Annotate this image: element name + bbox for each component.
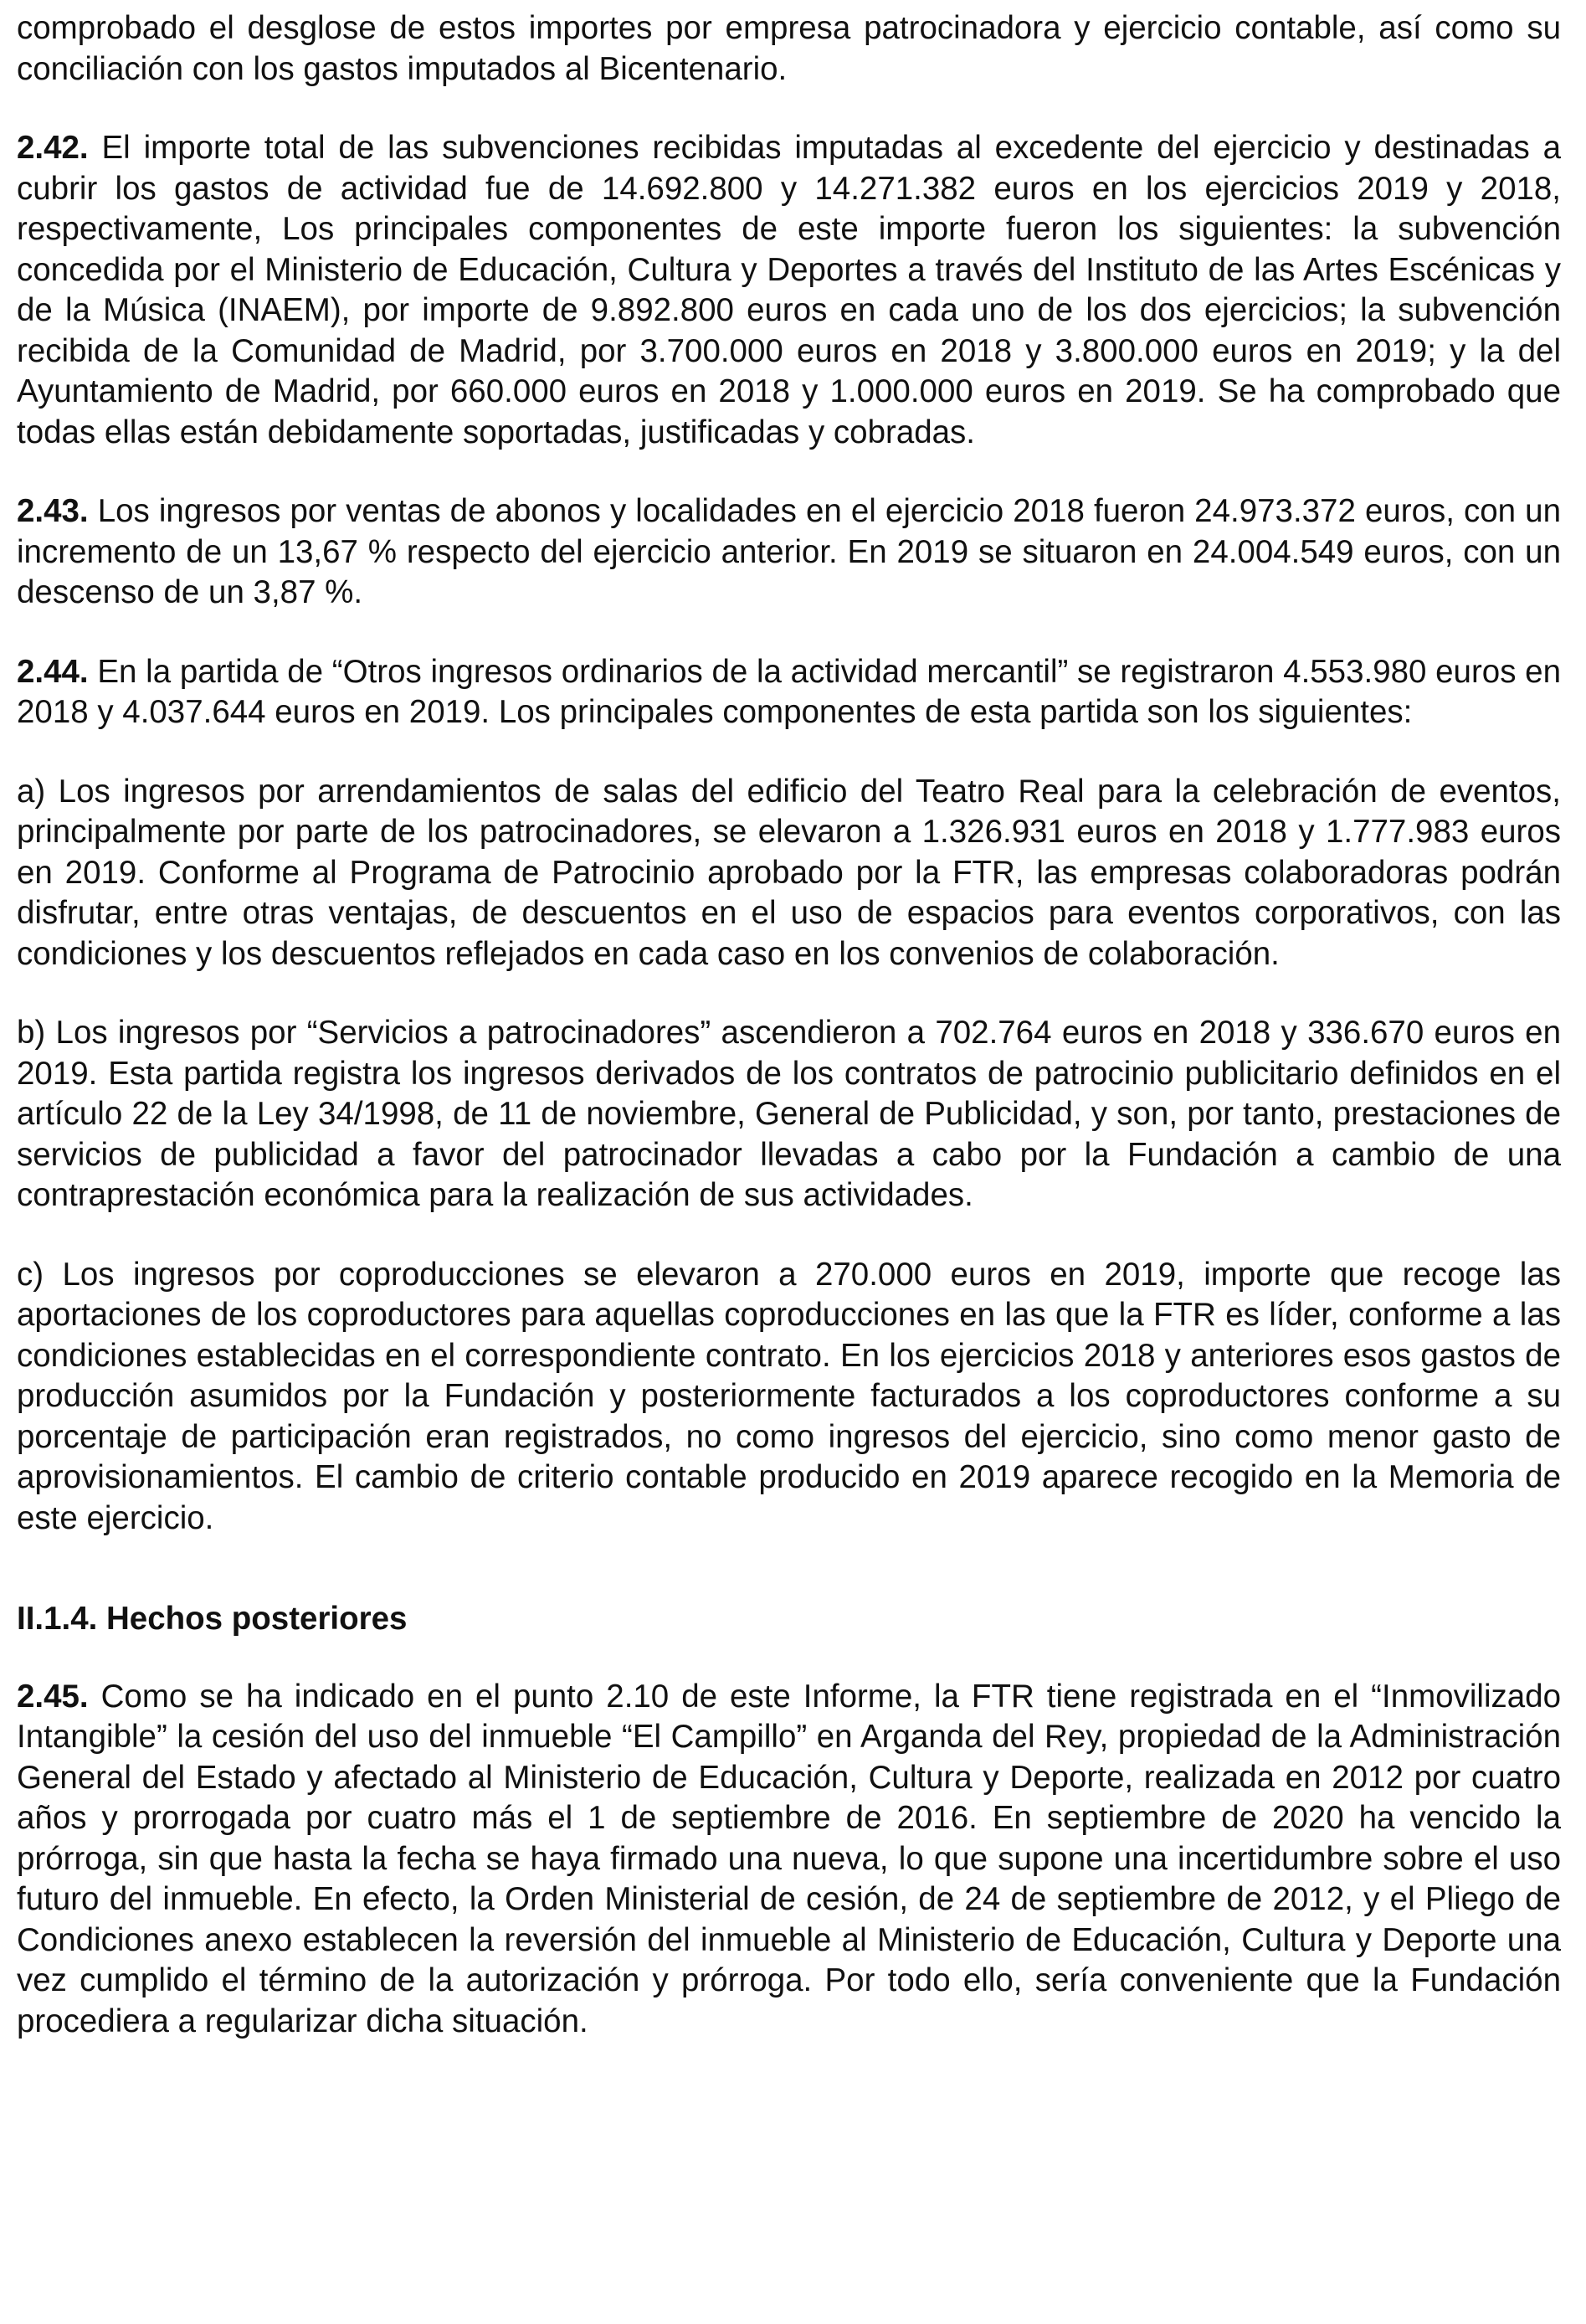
section-heading: II.1.4. Hechos posteriores [17,1601,408,1637]
paragraph-number: 2.45. [17,1678,89,1715]
paragraph-2-44-a [17,772,1561,975]
paragraph-2-44 [17,652,1561,733]
paragraph-text: El importe total de las subvenciones recibidas imputadas al excedente del ejercicio y destinadas a cubrir los gastos de actividad fue de 14.692.800 y 14.271.382 euros en los ejercicios 2019 y 2018, respectivamente, Los principales componentes de este importe fueron los siguientes: la subvención concedida por el Ministerio de Educación, Cultura y Deportes a través del Instituto de las Artes Escénicas y de la Música (INAEM), por importe de 9.892.800 euros en cada uno de los dos ejercicios; la subvención recibida de la Comunidad de Madrid, por 3.700.000 euros en 2018 y 3.800.000 euros en 2019; y la del Ayuntamiento de Madrid, por 660.000 euros en 2018 y 1.000.000 euros en 2019. Se ha comprobado que todas ellas están debidamente soportadas, justificadas y cobradas. [17,130,1561,450]
list-item-a-text: a) Los ingresos por arrendamientos de salas del edificio del Teatro Real para la celebración de eventos, principalmente por parte de los patrocinadores, se elevaron a 1.326.931 euros en 2018 y 1.777.983 euros en 2019. Conforme al Programa de Patrocinio aprobado por la FTR, las empresas colaboradoras podrán disfrutar, entre otras ventajas, de descuentos en el uso de espacios para eventos corporativos, con las condiciones y los descuentos reflejados en cada caso en los convenios de colaboración. [17,773,1561,972]
document-page [17,8,1561,2080]
paragraph-2-42 [17,128,1561,453]
list-item-b-text: b) Los ingresos por “Servicios a patrocinadores” ascendieron a 702.764 euros en 2018 y 336.670 euros en 2019. Esta partida registra los ingresos derivados de los contratos de patrocinio publicitario definidos en el artículo 22 de la Ley 34/1998, de 11 de noviembre, General de Publicidad, y son, por tanto, prestaciones de servicios de publicidad a favor del patrocinador llevadas a cabo por la Fundación a cambio de una contraprestación económica para la realización de sus actividades. [17,1015,1561,1213]
paragraph-text: Los ingresos por ventas de abonos y localidades en el ejercicio 2018 fueron 24.973.372 euros, con un incremento de un 13,67 % respecto del ejercicio anterior. En 2019 se situaron en 24.004.549 euros, con un descenso de un 3,87 %. [17,493,1561,610]
paragraph-text: Como se ha indicado en el punto 2.10 de este Informe, la FTR tiene registrada en el “Inmovilizado Intangible” la cesión del uso del inmueble “El Campillo” en Arganda del Rey, propiedad de la Administración General del Estado y afectado al Ministerio de Educación, Cultura y Deporte, realizada en 2012 por cuatro años y prorrogada por cuatro más el 1 de septiembre de 2016. En septiembre de 2020 ha vencido la prórroga, sin que hasta la fecha se haya firmado una nueva, lo que supone una incertidumbre sobre el uso futuro del inmueble. En efecto, la Orden Ministerial de cesión, de 24 de septiembre de 2012, y el Pliego de Condiciones anexo establecen la reversión del inmueble al Ministerio de Educación, Cultura y Deporte una vez cumplido el término de la autorización y prórroga. Por todo ello, sería conveniente que la Fundación procediera a regularizar dicha situación. [17,1678,1561,2039]
paragraph-2-44-b [17,1013,1561,1216]
paragraph-number: 2.44. [17,653,89,690]
list-item-c-text: c) Los ingresos por coproducciones se elevaron a 270.000 euros en 2019, importe que recoge las aportaciones de los coproductores para aquellas coproducciones en las que la FTR es líder, conforme a las condiciones establecidas en el correspondiente contrato. En los ejercicios 2018 y anteriores esos gastos de producción asumidos por la Fundación y posteriormente facturados a los coproductores conforme a su porcentaje de participación eran registrados, no como ingresos del ejercicio, sino como menor gasto de aprovisionamientos. El cambio de criterio contable producido en 2019 aparece recogido en la Memoria de este ejercicio. [17,1256,1561,1536]
paragraph-number: 2.42. [17,130,89,166]
paragraph-number: 2.43. [17,493,89,529]
intro-text: comprobado el desglose de estos importes por empresa patrocinadora y ejercicio contable, así como su conciliación con los gastos imputados al Bicentenario. [17,10,1561,87]
paragraph-text: En la partida de “Otros ingresos ordinarios de la actividad mercantil” se registraron 4.553.980 euros en 2018 y 4.037.644 euros en 2019. Los principales componentes de esta partida son los siguientes: [17,653,1561,730]
paragraph-2-43 [17,491,1561,614]
intro-paragraph [17,8,1561,90]
paragraph-2-44-c [17,1255,1561,1540]
paragraph-2-45 [17,1677,1561,2043]
